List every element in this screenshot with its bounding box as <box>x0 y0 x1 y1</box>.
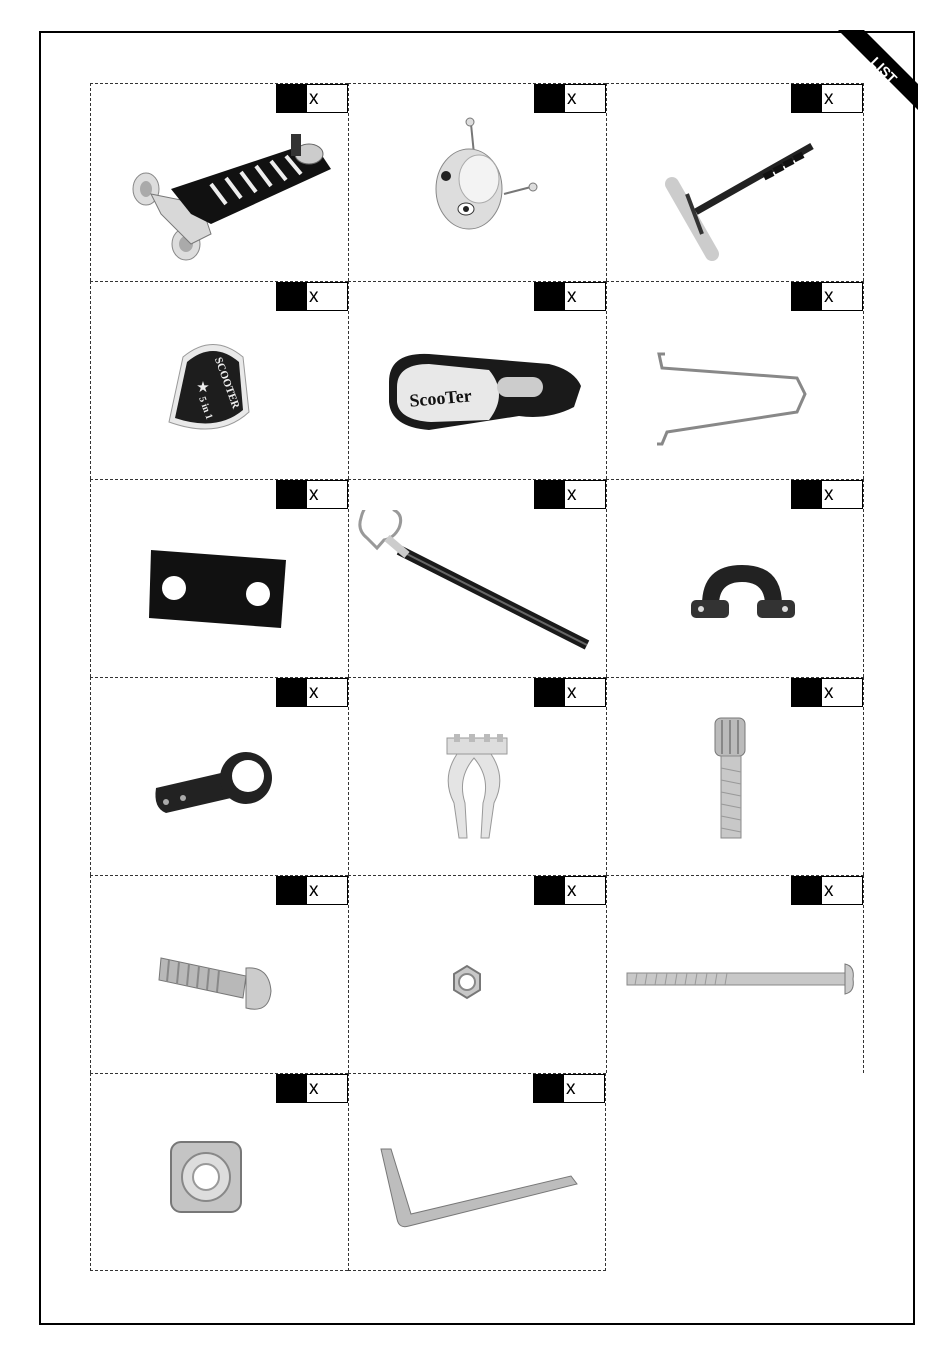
quantity-fill <box>277 481 307 508</box>
part-cell <box>90 479 348 677</box>
wire-clip-image <box>607 312 865 480</box>
square-nut-image <box>91 1104 349 1272</box>
part-cell <box>606 281 864 479</box>
quantity-fill <box>277 679 307 706</box>
quantity-box <box>534 480 606 509</box>
part-cell <box>348 677 606 875</box>
quantity-box <box>534 876 606 905</box>
carriage-bolt-image <box>91 906 349 1074</box>
quantity-fill <box>277 877 307 904</box>
quantity-x: x <box>566 1078 576 1099</box>
handle-steering-rod-image <box>349 510 607 678</box>
scooter-seat-image <box>349 312 607 480</box>
quantity-fill <box>535 85 565 112</box>
quantity-x: x <box>309 286 319 307</box>
part-cell <box>348 1073 606 1271</box>
quantity-box <box>534 282 606 311</box>
part-cell <box>348 875 606 1073</box>
quantity-x: x <box>309 682 319 703</box>
quantity-x: x <box>567 286 577 307</box>
quantity-box <box>276 480 348 509</box>
quantity-box <box>276 84 348 113</box>
quantity-fill <box>277 85 307 112</box>
part-cell <box>90 83 348 281</box>
quantity-x: x <box>824 484 834 505</box>
quantity-box <box>276 282 348 311</box>
quantity-x: x <box>309 484 319 505</box>
part-cell <box>606 677 864 875</box>
part-cell <box>348 479 606 677</box>
logo-badge-image <box>91 312 349 480</box>
quantity-x: x <box>567 88 577 109</box>
quantity-fill <box>277 283 307 310</box>
quantity-fill <box>792 85 822 112</box>
quantity-x: x <box>824 682 834 703</box>
hex-nut-image <box>349 906 607 1074</box>
badge-top-text: SCOOTER <box>211 355 242 411</box>
part-cell <box>606 479 864 677</box>
parts-grid <box>90 83 866 1275</box>
quantity-x: x <box>567 484 577 505</box>
quantity-x: x <box>824 880 834 901</box>
quantity-fill <box>535 481 565 508</box>
badge-bottom-text: 5 in 1 <box>196 395 215 421</box>
quantity-x: x <box>309 880 319 901</box>
quantity-x: x <box>567 682 577 703</box>
svg-text:★: ★ <box>196 378 210 396</box>
quantity-box <box>276 1074 348 1103</box>
quantity-x: x <box>824 88 834 109</box>
seat-logo-text: ScooTer <box>408 385 473 411</box>
quantity-fill <box>535 679 565 706</box>
part-cell <box>348 83 606 281</box>
quantity-x: x <box>824 286 834 307</box>
scooter-deck-assembly-image <box>91 114 349 282</box>
part-cell <box>606 875 864 1073</box>
quantity-fill <box>277 1075 307 1102</box>
quantity-box <box>791 876 863 905</box>
part-cell <box>348 281 606 479</box>
quantity-fill <box>792 679 822 706</box>
quantity-box <box>534 678 606 707</box>
quantity-x: x <box>309 88 319 109</box>
quantity-box <box>533 1074 605 1103</box>
plastic-clip-image <box>349 708 607 876</box>
seat-bracket-image <box>349 114 607 282</box>
knurled-screw-image <box>607 708 865 876</box>
quantity-box <box>791 84 863 113</box>
quantity-fill <box>535 877 565 904</box>
part-cell <box>90 875 348 1073</box>
list-tab-label: LIST <box>867 53 901 87</box>
t-bar-handlebar-image <box>607 114 865 282</box>
pipe-clamp-image <box>607 510 865 678</box>
allen-key-image <box>349 1104 607 1272</box>
quantity-x: x <box>309 1078 319 1099</box>
long-bolt-image <box>607 906 865 1074</box>
quantity-fill <box>792 877 822 904</box>
quantity-box <box>534 84 606 113</box>
quantity-box <box>276 678 348 707</box>
quantity-x: x <box>567 880 577 901</box>
quantity-box <box>791 282 863 311</box>
clamp-arm-image <box>91 708 349 876</box>
quantity-box <box>791 480 863 509</box>
rubber-plate-image <box>91 510 349 678</box>
quantity-box <box>791 678 863 707</box>
part-cell <box>90 281 348 479</box>
quantity-fill <box>534 1075 564 1102</box>
part-cell <box>90 1073 348 1271</box>
quantity-fill <box>535 283 565 310</box>
quantity-fill <box>792 481 822 508</box>
quantity-box <box>276 876 348 905</box>
quantity-fill <box>792 283 822 310</box>
part-cell <box>606 83 864 281</box>
part-cell <box>90 677 348 875</box>
